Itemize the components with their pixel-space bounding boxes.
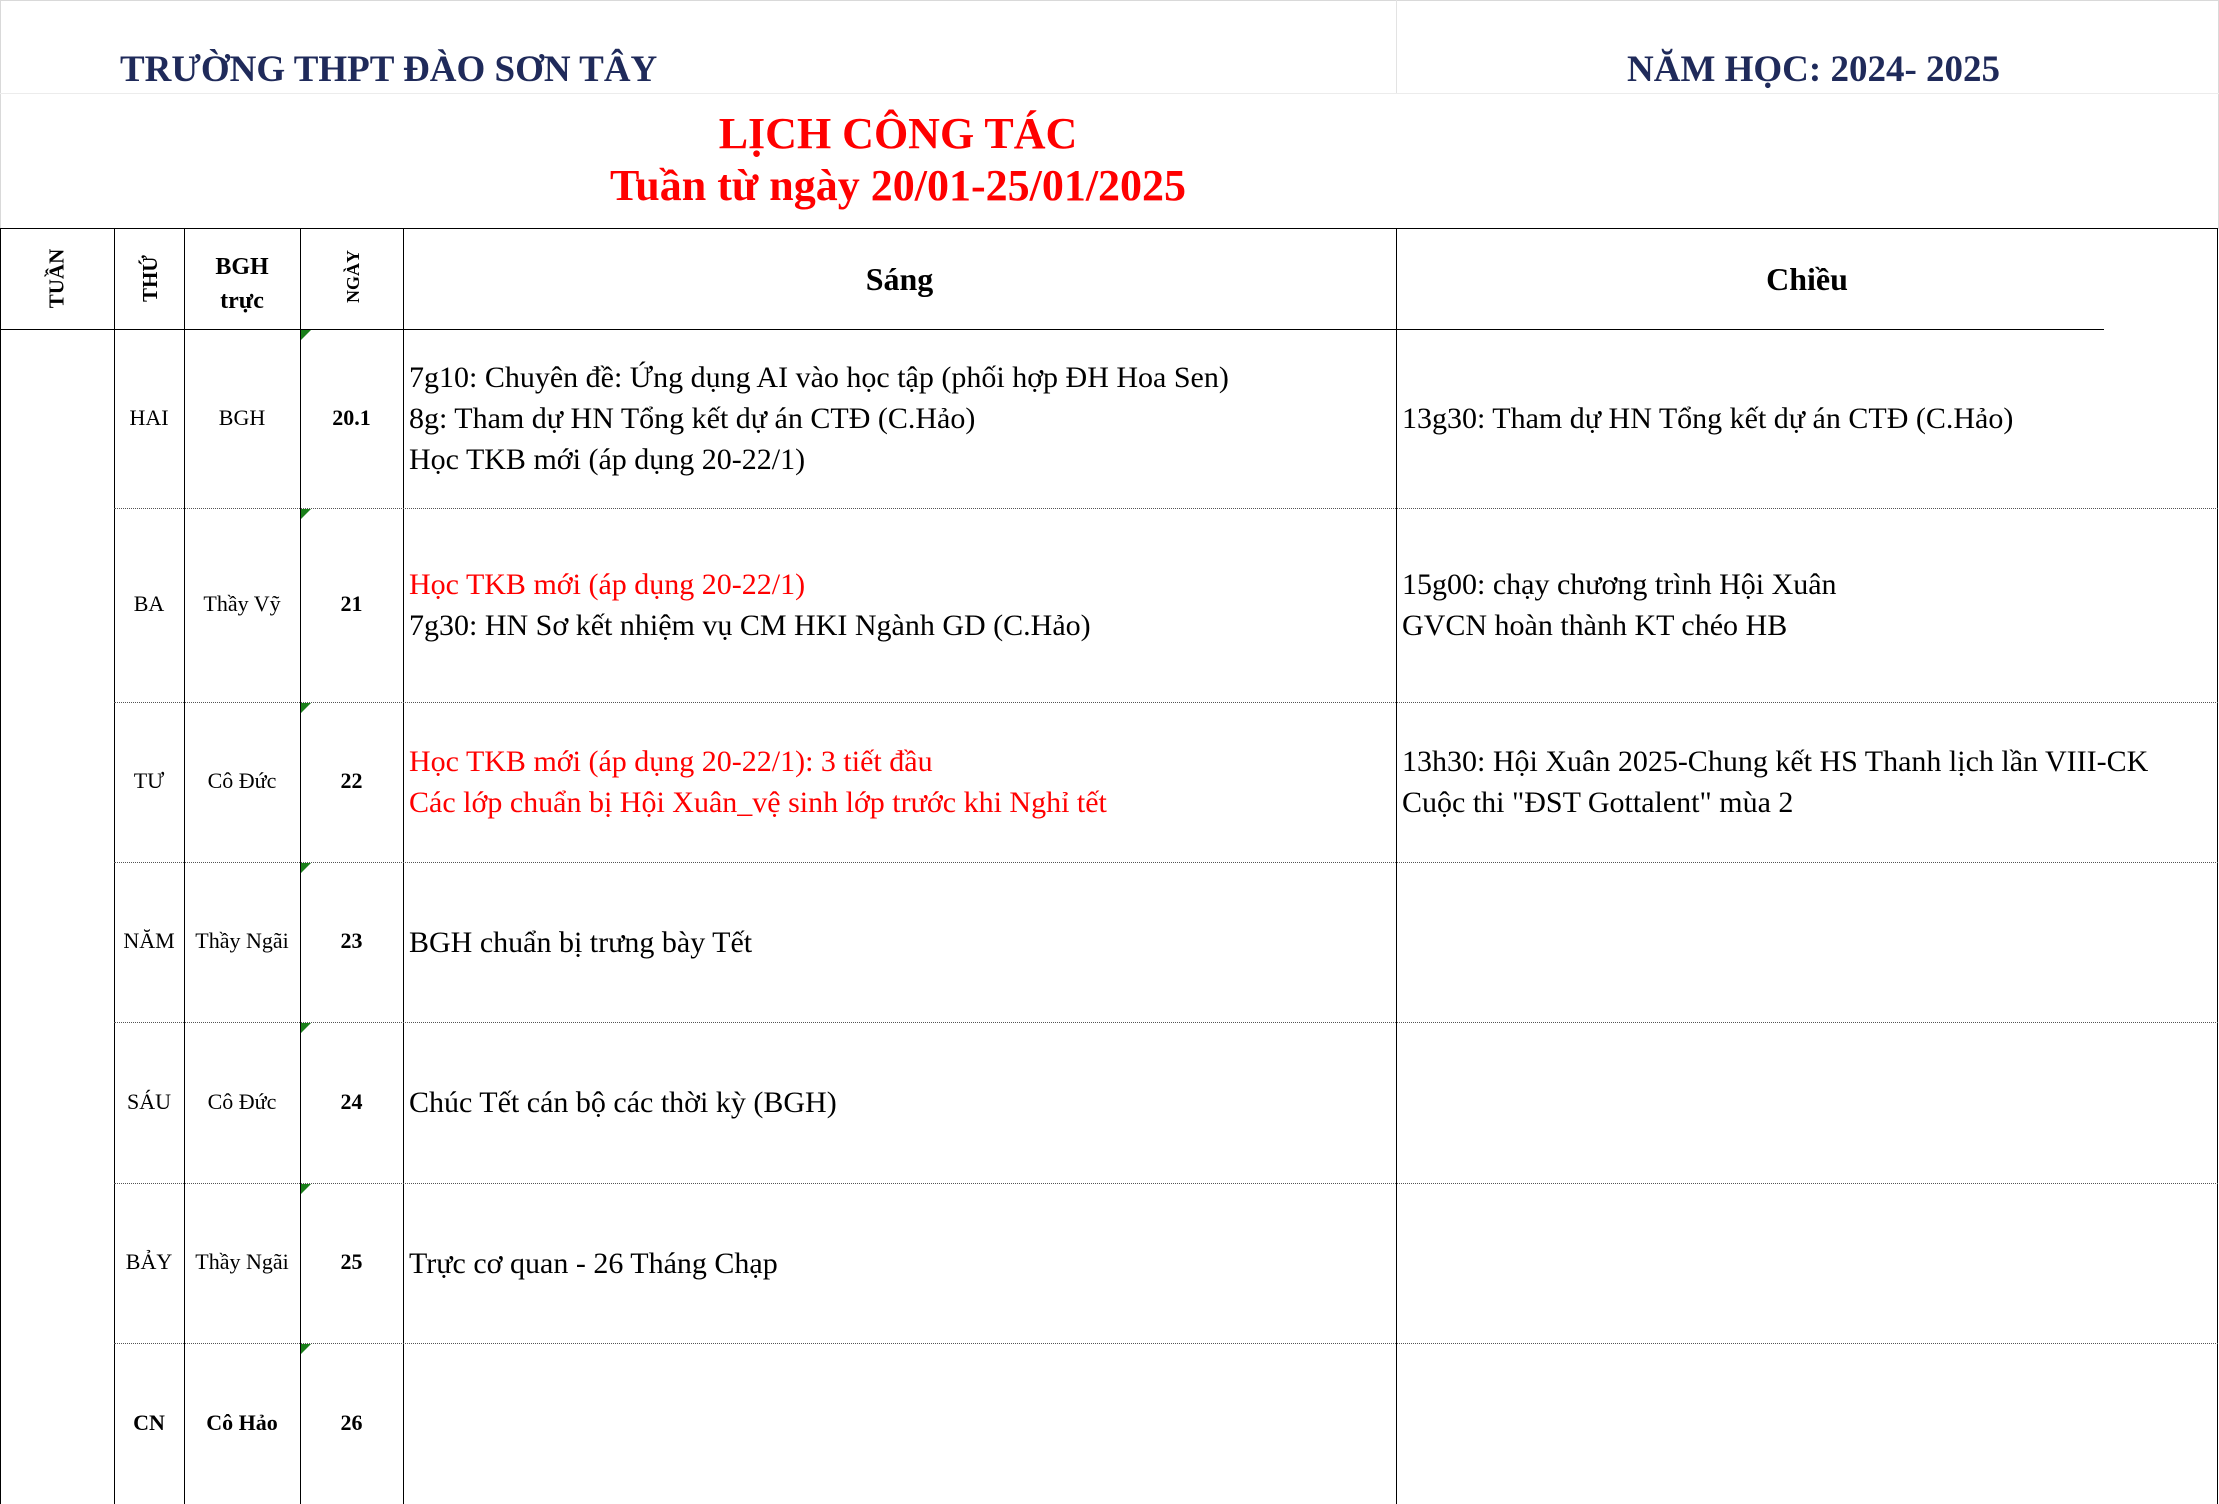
weekday-cell: HAI (129, 404, 169, 430)
col-divider-date (403, 228, 404, 1504)
afternoon-entry: 13h30: Hội Xuân 2025-Chung kết HS Thanh lịch lần VIII-CK (1402, 745, 2149, 778)
weekday-cell: SÁU (126, 1088, 171, 1114)
duty-cell: Cô Đức (207, 1088, 277, 1114)
school-name: TRƯỜNG THPT ĐÀO SƠN TÂY (120, 49, 658, 90)
afternoon-entry: 15g00: chạy chương trình Hội Xuân (1402, 568, 1837, 601)
date-cell: 23 (340, 928, 363, 953)
cell-comment-marker (301, 1023, 311, 1033)
weekday-cell: BA (133, 591, 165, 616)
morning-entry: Học TKB mới (áp dụng 20-22/1): 3 tiết đầu (409, 745, 933, 778)
duty-cell: Thầy Ngãi (195, 1249, 289, 1274)
date-cell: 22 (340, 768, 363, 793)
cell-comment-marker (301, 1344, 311, 1354)
col-header-afternoon: Chiều (1766, 261, 1848, 297)
weekday-cell: CN (133, 1409, 165, 1435)
morning-entry: Các lớp chuẩn bị Hội Xuân_vệ sinh lớp trước khi Nghỉ tết (409, 786, 1107, 819)
cell-comment-marker (301, 863, 311, 873)
header-divider (1396, 0, 1397, 93)
school-year: NĂM HỌC: 2024- 2025 (1627, 49, 2001, 90)
schedule-title: LỊCH CÔNG TÁC (718, 109, 1078, 158)
col-header-duty (184, 250, 300, 318)
morning-entry: BGH chuẩn bị trưng bày Tết (409, 925, 753, 959)
col-header-date: NGÀY (343, 250, 363, 303)
header-rule (0, 93, 2219, 94)
row-divider (114, 862, 2218, 863)
cell-comment-marker (301, 509, 311, 519)
header-row-divider (0, 329, 2104, 330)
row-divider (114, 1022, 2218, 1023)
afternoon-entry: GVCN hoàn thành KT chéo HB (1402, 609, 1788, 642)
morning-entry: 7g30: HN Sơ kết nhiệm vụ CM HKI Ngành GD (C.Hảo) (409, 609, 1091, 642)
duty-cell: Cô Hảo (206, 1409, 278, 1435)
schedule-subtitle: Tuần từ ngày 20/01-25/01/2025 (609, 161, 1187, 210)
morning-entry: 7g10: Chuyên đề: Ứng dụng AI vào học tập (phối hợp ĐH Hoa Sen) (409, 361, 1229, 394)
col-header-duty-line1: BGH (215, 254, 269, 280)
col-header-week: TUẦN (44, 248, 69, 309)
date-cell: 20.1 (332, 404, 371, 430)
duty-cell: Cô Đức (207, 768, 277, 793)
row-divider (114, 508, 2218, 509)
morning-entry: Học TKB mới (áp dụng 20-22/1) (409, 443, 806, 476)
cell-comment-marker (301, 1184, 311, 1194)
col-divider-morning (1396, 228, 1397, 1504)
weekday-cell: TƯ (133, 768, 165, 793)
cell-comment-marker (301, 330, 311, 340)
duty-cell: BGH (218, 404, 266, 430)
col-header-duty-line2: trực (220, 288, 264, 314)
duty-cell: Thầy Ngãi (195, 928, 289, 953)
afternoon-entry: 13g30: Tham dự HN Tổng kết dự án CTĐ (C.Hảo) (1402, 402, 2014, 435)
date-cell: 24 (340, 1088, 363, 1114)
morning-entry: Trực cơ quan - 26 Tháng Chạp (409, 1246, 778, 1280)
row-divider (114, 1183, 2218, 1184)
date-cell: 25 (340, 1249, 363, 1274)
col-header-weekday: THỨ (138, 254, 163, 303)
row-divider (114, 702, 2218, 703)
morning-entry: 8g: Tham dự HN Tổng kết dự án CTĐ (C.Hảo) (409, 402, 976, 435)
date-cell: 21 (340, 591, 363, 616)
cell-comment-marker (301, 703, 311, 713)
row-divider (114, 1343, 2218, 1344)
weekday-cell: BẢY (125, 1249, 173, 1274)
date-cell: 26 (340, 1409, 363, 1435)
col-header-morning: Sáng (865, 261, 934, 297)
morning-entry: Chúc Tết cán bộ các thời kỳ (BGH) (409, 1086, 837, 1119)
afternoon-entry: Cuộc thi "ĐST Gottalent" mùa 2 (1402, 786, 1794, 819)
morning-entry: Học TKB mới (áp dụng 20-22/1) (409, 568, 806, 601)
duty-cell: Thầy Vỹ (203, 591, 281, 616)
weekday-cell: NĂM (123, 928, 175, 953)
